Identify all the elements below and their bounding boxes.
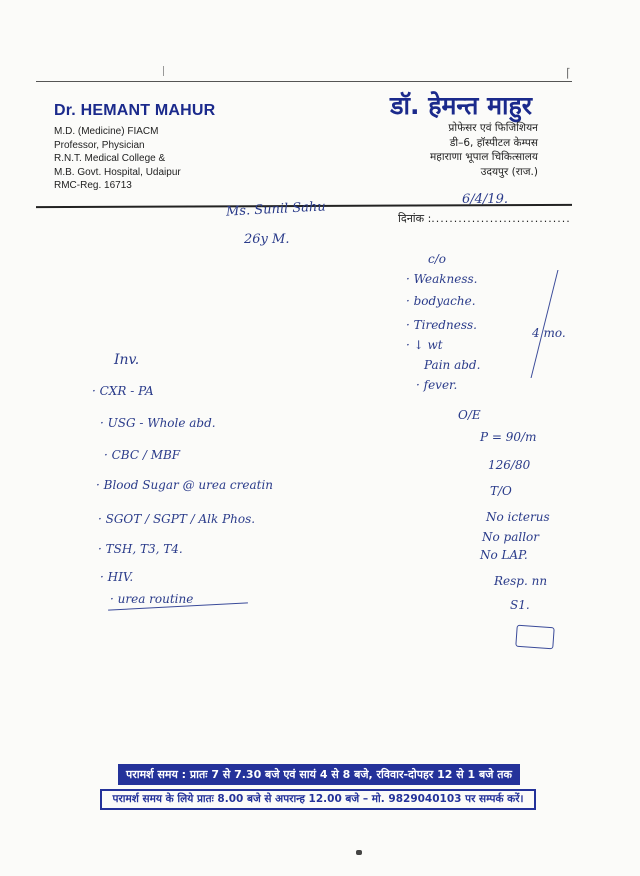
exam-item: No pallor <box>482 530 540 544</box>
credentials-hi <box>430 121 538 179</box>
scan-speck <box>356 850 362 855</box>
date-field <box>398 211 571 226</box>
credential-line: Professor, Physician <box>54 139 145 151</box>
credential-line-hi: उदयपुर (राज.) <box>480 165 538 178</box>
investigation-item: · Blood Sugar @ urea creatin <box>96 478 274 492</box>
date-value: 6/4/19. <box>462 192 508 207</box>
date-label: दिनांक : <box>398 212 432 225</box>
complaints-bracket <box>497 270 559 378</box>
investigation-item: · HIV. <box>100 570 134 584</box>
credentials-en <box>54 125 181 193</box>
complaint-item: · ↓ wt <box>406 338 443 352</box>
patient-age-sex: 26y M. <box>244 232 290 247</box>
investigation-item: · TSH, T3, T4. <box>98 542 183 556</box>
credential-line: M.B. Govt. Hospital, Udaipur <box>54 166 181 178</box>
scan-mark-corner: ⌈ <box>566 66 571 80</box>
investigation-item: · CBC / MBF <box>104 448 181 462</box>
investigation-item: · USG - Whole abd. <box>100 416 216 430</box>
exam-item: S1. <box>510 598 530 612</box>
appointment-banner: परामर्श समय के लिये प्रातः 8.00 बजे से अपरान्ह 12.00 बजे – मो. 9829040103 पर सम्पर्क करें। <box>100 789 536 810</box>
exam-item: No icterus <box>486 510 550 524</box>
initials-box <box>515 625 554 650</box>
exam-header: O/E <box>458 408 481 422</box>
credential-line-hi: डी–6, हॉस्पीटल केम्पस <box>449 136 538 149</box>
exam-item: P = 90/m <box>480 430 537 444</box>
credential-line: M.D. (Medicine) FIACM <box>54 126 159 137</box>
exam-item: 126/80 <box>488 458 531 472</box>
date-dots: ............................... <box>431 212 571 225</box>
consultation-hours-banner: परामर्श समय : प्रातः 7 से 7.30 बजे एवं सायं 4 से 8 बजे, रविवार-दोपहर 12 से 1 बजे तक <box>118 764 520 785</box>
investigation-item: · urea routine <box>110 592 194 606</box>
header-rule-top <box>36 81 572 82</box>
exam-item: Resp. nn <box>494 574 548 588</box>
complaints-duration: 4 mo. <box>532 326 566 340</box>
patient-name: Ms. Sunil Sahu <box>225 199 327 220</box>
credential-line-hi: प्रोफेसर एवं फिजिशियन <box>448 122 538 134</box>
credential-line-hi: महाराणा भूपाल चिकित्सालय <box>430 151 538 163</box>
credential-line: RMC-Reg. 16713 <box>54 180 132 191</box>
complaint-item: · fever. <box>416 378 458 392</box>
complaint-item: Pain abd. <box>424 358 481 372</box>
doctor-name-hi: डॉ. हेमन्त माहुर <box>390 91 532 120</box>
investigations-header: Inv. <box>114 352 140 368</box>
investigation-item: · CXR - PA <box>92 384 154 398</box>
scan-mark <box>163 66 164 76</box>
doctor-name-en: Dr. HEMANT MAHUR <box>54 102 216 119</box>
complaints-header: c/o <box>428 252 446 266</box>
complaint-item: · Weakness. <box>406 272 478 286</box>
credential-line: R.N.T. Medical College & <box>54 153 166 164</box>
exam-item: No LAP. <box>480 548 528 562</box>
exam-item: T/O <box>490 484 512 498</box>
investigation-item: · SGOT / SGPT / Alk Phos. <box>98 512 256 526</box>
complaint-item: · Tiredness. <box>406 318 477 332</box>
complaint-item: · bodyache. <box>406 294 476 308</box>
